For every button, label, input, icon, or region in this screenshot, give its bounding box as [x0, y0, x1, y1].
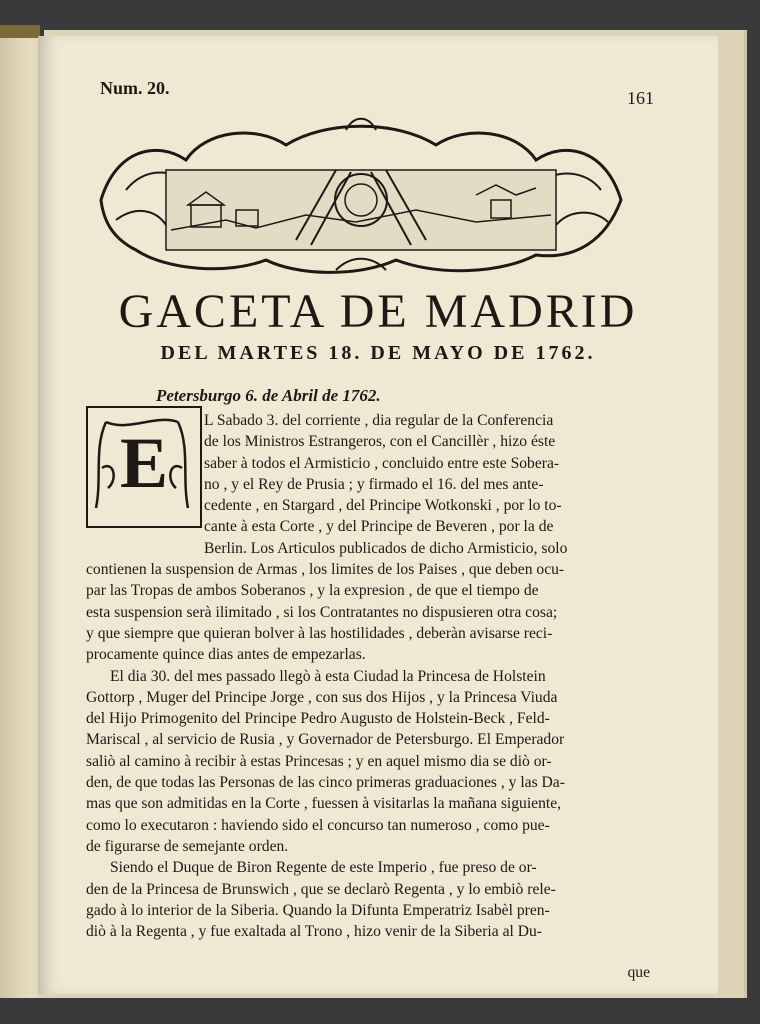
masthead-date: DEL MARTES 18. DE MAYO DE 1762.	[160, 342, 596, 364]
drop-cap-letter: E	[119, 423, 169, 503]
article-line: de los Ministros Estrangeros, con el Cancillèr , hizo éste	[204, 433, 556, 451]
article-line: no , y el Rey de Prusia ; y firmado el 16. del mes ante-	[204, 475, 544, 493]
article-line: procamente quince dias antes de empezarlas.	[86, 646, 366, 664]
article-line: den de la Princesa de Brunswich , que se declarò Regenta , y lo embiò rele-	[86, 880, 556, 898]
article-line: Gottorp , Muger del Principe Jorge , con sus dos Hijos , y la Princesa Viuda	[86, 688, 558, 706]
article-line: El dia 30. del mes passado llegò à esta Ciudad la Princesa de Holstein	[110, 667, 546, 685]
masthead-title: GACETA DE MADRID	[118, 285, 638, 338]
article-line: como lo executaron : haviendo sido el concurso tan numeroso , como pue-	[86, 816, 550, 834]
article-line: saber à todos el Armisticio , concluido entre este Sobera-	[204, 454, 560, 472]
article-line: gado à lo interior de la Siberia. Quando la Difunta Emperatriz Isabèl pren-	[86, 901, 550, 919]
article-line: Siendo el Duque de Biron Regente de este Imperio , fue preso de or-	[110, 859, 537, 877]
issue-number: Num. 20.	[100, 78, 170, 98]
article-line: diò à la Regenta , y fue exaltada al Trono , hizo venir de la Siberia al Du-	[86, 923, 542, 941]
article-line: cedente , en Stargard , del Principe Wotkonski , por lo to-	[204, 497, 562, 515]
article-line: cante à esta Corte , y del Principe de Beveren , por la de	[204, 518, 554, 536]
page-number: 161	[627, 88, 654, 108]
engraved-ornament	[96, 110, 626, 280]
article-line: L Sabado 3. del corriente , dia regular de la Conferencia	[204, 412, 554, 429]
article-dateline: Petersburgo 6. de Abril de 1762.	[156, 386, 381, 405]
article-line: mas que son admitidas en la Corte , fuessen à visitarlas la mañana siguiente,	[86, 795, 562, 813]
gazette-page	[38, 36, 718, 994]
article-body	[86, 410, 656, 942]
article-line: del Hijo Primogenito del Principe Pedro Augusto de Holstein-Beck , Feld-	[86, 710, 550, 728]
article-line: esta suspension serà ilimitado , si los Contratantes no dispusieren otra cosa;	[86, 603, 558, 621]
article-line: den, de que todas las Personas de las cinco primeras graduaciones , y las Da-	[86, 774, 565, 792]
article-line: de figurarse de semejante orden.	[86, 837, 289, 855]
article-line: Mariscal , al servicio de Rusia , y Governador de Petersburgo. El Emperador	[86, 731, 565, 749]
catchword: que	[627, 964, 650, 981]
article-line: saliò al camino à recibir à estas Princesas ; y en aquel mismo dia se diò or-	[86, 752, 552, 770]
article-line: contienen la suspension de Armas , los limites de los Paises , que deben ocu-	[86, 561, 565, 579]
article-line: Berlin. Los Articulos publicados de dicho Armisticio, solo	[204, 539, 568, 557]
article-line: y que siempre que quieran bolver à las hostilidades , deberàn avisarse reci-	[86, 624, 553, 642]
book-cover-edge	[0, 25, 40, 39]
article-line: par las Tropas de ambos Soberanos , y la expresion , de que el tiempo de	[86, 582, 539, 600]
